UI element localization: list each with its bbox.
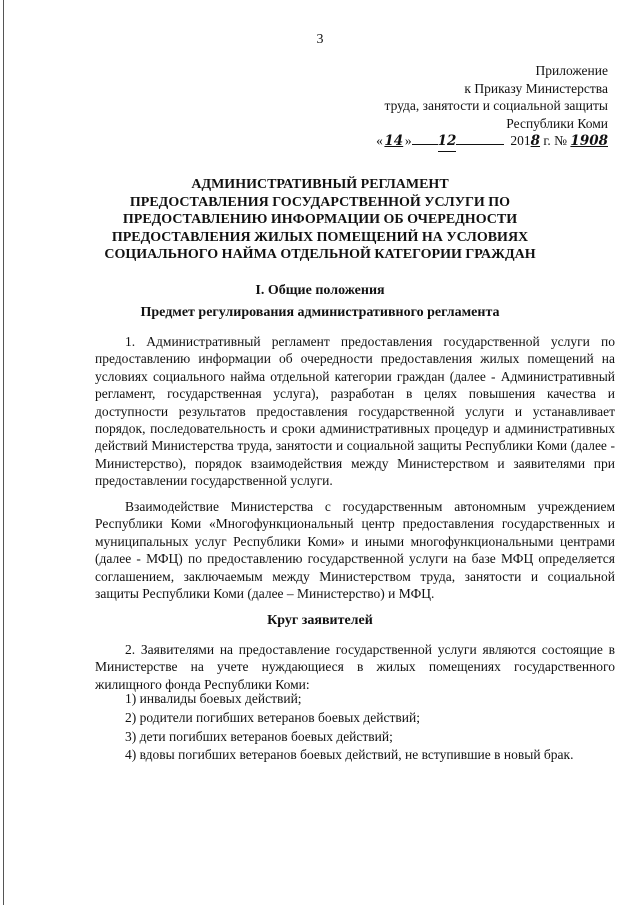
subheading-regulation-subject: Предмет регулирования административного регламента (140, 305, 500, 320)
appendix-line-1: Приложение (535, 63, 608, 78)
order-number: 1908 (570, 133, 608, 149)
list-item: 1) инвалиды боевых действий; (125, 691, 302, 706)
order-number-prefix: г. № (540, 133, 571, 148)
paragraph-1: 1. Административный регламент предоставления государственной услуги по предоставлению информации об очередности предоставления жилых помещений на условиях социального найма отдельной категории граждан (далее - Административный регламент, государственная услуга), разработан в целях повышения качества и доступности результатов предоставления государственной услуги и устанавливает порядок, последовательность и сроки административных процедур и административных действий Министерства труда, занятости и социальной защиты Республики Коми (далее - Министерство), порядок взаимодействия между Министерством и заявителями при предоставлении государственной услуги. (95, 334, 615, 489)
appendix-line-4: Республики Коми (506, 115, 608, 131)
list-item: 3) дети погибших ветеранов боевых действий; (125, 728, 393, 744)
order-month: 12 (438, 133, 457, 152)
appendix-line-2: к Приказу Министерства (464, 80, 608, 96)
month-underline-right (456, 144, 504, 145)
date-open-quote: « (376, 133, 383, 148)
month-underline-left (412, 144, 438, 145)
scan-edge-line (3, 0, 4, 905)
appendix-block (376, 62, 608, 152)
title-line: ПРЕДОСТАВЛЕНИЯ ГОСУДАРСТВЕННОЙ УСЛУГИ ПО (129, 194, 511, 210)
list-item: 4) вдовы погибших ветеранов боевых действий, не вступившие в новый брак. (125, 747, 574, 763)
order-year-prefix: 201 (510, 133, 531, 148)
title-line: ПРЕДОСТАВЛЕНИЯ ЖИЛЫХ ПОМЕЩЕНИЙ НА УСЛОВИЯХ (111, 229, 529, 245)
order-date-line (376, 132, 608, 152)
applicant-categories-list (95, 690, 615, 765)
title-line: СОЦИАЛЬНОГО НАЙМА ОТДЕЛЬНОЙ КАТЕГОРИИ ГРАЖДАН (104, 247, 536, 262)
date-close-quote: » (404, 133, 412, 148)
paragraph-3: 2. Заявителями на предоставление государственной услуги являются состоящие в Министерстве на учете нуждающиеся в жилых помещениях государственного жилищного фонда Республики Коми: (95, 642, 615, 692)
appendix-line-3: труда, занятости и социальной защиты (384, 98, 608, 113)
subheading-applicants: Круг заявителей (267, 613, 373, 628)
page-number: 3 (316, 32, 324, 47)
list-item: 2) родители погибших ветеранов боевых действий; (125, 709, 420, 725)
order-year-digit: 8 (530, 133, 541, 149)
title-line: АДМИНИСТРАТИВНЫЙ РЕГЛАМЕНТ (191, 177, 449, 192)
title-line: ПРЕДОСТАВЛЕНИЮ ИНФОРМАЦИИ ОБ ОЧЕРЕДНОСТИ (122, 212, 518, 227)
document-title (95, 176, 545, 264)
section-heading: I. Общие положения (255, 283, 385, 298)
paragraph-2: Взаимодействие Министерства с государственным автономным учреждением Республики Коми «Многофункциональный центр предоставления государственных и муниципальных услуг Республики Коми» и иными многофункциональными центрами (далее - МФЦ) по предоставлению государственной услуги на базе МФЦ определяется соглашением, заключаемым между Министерством труда, занятости и социальной защиты Республики Коми (далее – Министерство) и МФЦ. (95, 499, 615, 602)
order-day: 14 (384, 133, 404, 149)
